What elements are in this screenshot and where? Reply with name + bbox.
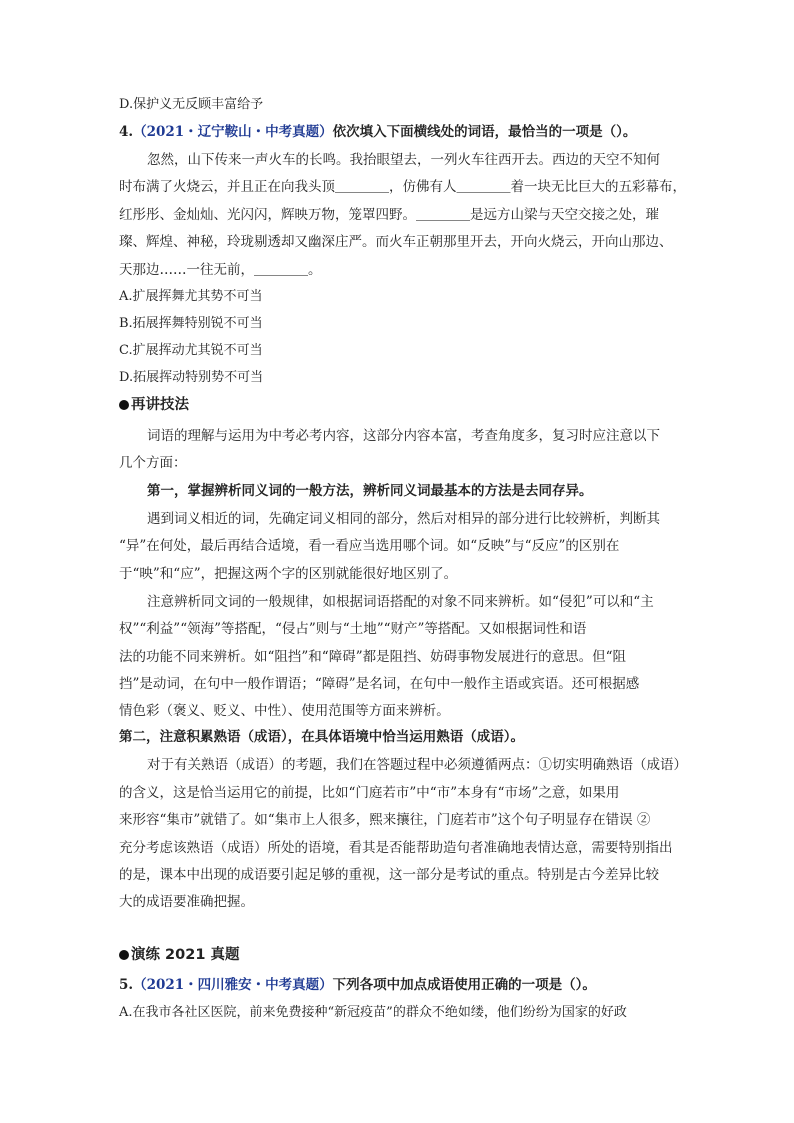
body-line: 大的成语要准确把握。 [119, 894, 254, 910]
section-heading-text: 再讲技法 [131, 397, 189, 413]
bold-point-1: 第一，掌握辨析同义词的一般方法，辨析同义词最基本的方法是去同存异。 [147, 483, 593, 499]
body-line: 情色彩（褒义、贬义、中性）、使用范围等方面来辨析。 [119, 703, 450, 719]
question-source: （2021・辽宁鞍山・中考真题） [133, 124, 333, 140]
passage-line: 红彤彤、金灿灿、光闪闪，辉映万物，笼罩四野。＿＿＿＿是远方山梁与天空交接之处，璀 [119, 207, 659, 223]
section-heading-technique [119, 396, 189, 414]
body-line: 挡”是动词，在句中一般作谓语；“障碍”是名词，在句中一般作主语或宾语。还可根据感 [119, 676, 640, 692]
body-line: 遇到词义相近的词，先确定词义相同的部分，然后对相异的部分进行比较辨析，判断其 [147, 511, 660, 527]
passage-line: 忽然，山下传来一声火车的长鸣。我抬眼望去，一列火车往西开去。西边的天空不知何 [147, 152, 660, 168]
question-stem: 依次填入下面横线处的词语，最恰当的一项是（）。 [332, 124, 637, 140]
option-b: B.拓展挥舞特别锐不可当 [119, 316, 263, 331]
option-c: C.扩展挥动尤其锐不可当 [119, 343, 263, 358]
passage-line: 时布满了火烧云，并且正在向我头顶＿＿＿＿，仿佛有人＿＿＿＿着一块无比巨大的五彩幕布， [119, 179, 686, 195]
question-stem: 下列各项中加点成语使用正确的一项是（）。 [332, 977, 596, 993]
question-number: 4. [119, 124, 134, 140]
prev-option-d: D.保护义无反顾丰富给予 [119, 97, 264, 112]
option-a: A.扩展挥舞尤其势不可当 [119, 289, 263, 304]
bold-point-2: 第二，注意积累熟语（成语），在具体语境中恰当运用熟语（成语）。 [119, 729, 524, 745]
body-line: 几个方面： [119, 455, 187, 471]
body-line: 的是，课本中出现的成语要引起足够的重视，这一部分是考试的重点。特别是古今差异比较 [119, 867, 659, 883]
body-line: 充分考虑该熟语（成语）所处的语境，看其是否能帮助造句者准确地表情达意，需要特别指出 [119, 840, 673, 856]
option-d: D.拓展挥动特别势不可当 [119, 370, 264, 385]
body-line: 对于有关熟语（成语）的考题，我们在答题过程中必须遵循两点：①切实明确熟语（成语） [147, 757, 687, 773]
body-line: 于“映”和“应”，把握这两个字的区别就能很好地区别了。 [119, 566, 458, 582]
passage-line: 天那边……一往无前，＿＿＿＿。 [119, 262, 322, 278]
body-line: 权”“利益”“领海”等搭配，“侵占”则与“土地”“财产”等搭配。又如根据词性和语 [119, 621, 587, 637]
question-source: （2021・四川雅安・中考真题） [133, 977, 333, 993]
section-heading-text: 演练 2021 真题 [131, 947, 240, 963]
body-line: 来形容“集市”就错了。如“集市上人很多，熙来攘往，门庭若市”这个句子明显存在错误 ② [119, 812, 651, 828]
body-line: “异”在何处，最后再结合适境，看一看应当选用哪个词。如“反映”与“反应”的区别在 [119, 538, 620, 554]
passage-line: 璨、辉煌、神秘，玲珑剔透却又幽深庄严。而火车正朝那里开去，开向火烧云，开向山那边、 [119, 234, 673, 250]
section-heading-practice [119, 946, 239, 964]
body-line: 的含义，这是恰当运用它的前提，比如“门庭若市”中“市”本身有“市场”之意，如果用 [119, 785, 620, 801]
body-line: 注意辨析同文词的一般规律，如根据词语搭配的对象不同来辨析。如“侵犯”可以和“主 [147, 594, 654, 610]
bullet-icon [119, 400, 129, 410]
bullet-icon [119, 950, 129, 960]
question-5-header [119, 976, 596, 994]
body-line: 法的功能不同来辨析。如“阻挡”和“障碍”都是阻挡、妨碍事物发展进行的意思。但“阻 [119, 649, 627, 665]
question-number: 5. [119, 977, 134, 993]
question-5-option-a: A.在我市各社区医院，前来免费接种“新冠疫苗”的群众不绝如缕，他们纷纷为国家的好政 [119, 1005, 627, 1020]
question-4-header [119, 123, 636, 141]
body-line: 词语的理解与运用为中考必考内容，这部分内容本富，考查角度多，复习时应注意以下 [147, 428, 660, 444]
